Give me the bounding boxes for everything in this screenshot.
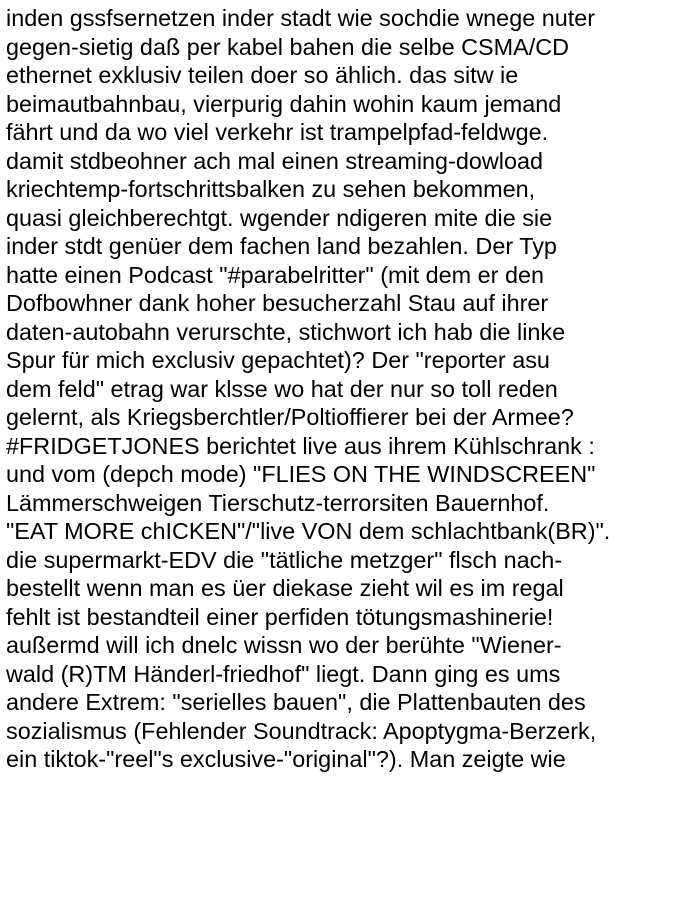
text-line: Dofbowhner dank hoher besucherzahl Stau auf ihrer bbox=[6, 290, 549, 316]
text-line: außermd will ich dnelc wissn wo der berühte "Wiener- bbox=[6, 632, 562, 658]
text-line: sozialismus (Fehlender Soundtrack: Apoptygma-Berzerk, bbox=[6, 717, 597, 744]
text-line: wald (R)TM Händerl-friedhof" liegt. Dann ging es ums bbox=[6, 660, 561, 687]
text-line: ein tiktok-"reel"s exclusive-"original"?). Man zeigte wie bbox=[6, 746, 566, 772]
text-line: gelernt, als Kriegsberchtler/Poltioffierer bei der Armee? bbox=[6, 404, 574, 430]
text-line: kriechtemp-fortschrittsbalken zu sehen bekommen, bbox=[6, 176, 536, 202]
text-line: inden gssfsernetzen inder stadt wie sochdie wnege nuter bbox=[6, 5, 596, 31]
text-line: fehlt ist bestandteil einer perfiden tötungsmashinerie! bbox=[6, 603, 554, 630]
text-line: die supermarkt-EDV die "tätliche metzger" flsch nach- bbox=[6, 546, 563, 573]
text-line: daten-autobahn verurschte, stichwort ich hab die linke bbox=[6, 318, 566, 345]
text-line: quasi gleichberechtgt. wgender ndigeren mite die sie bbox=[6, 204, 553, 231]
text-line: und vom (depch mode) "FLIES ON THE WINDSCREEN" bbox=[6, 461, 596, 487]
text-line: Spur für mich exclusiv gepachtet)? Der "reporter asu bbox=[6, 347, 550, 373]
document-page bbox=[6, 4, 682, 774]
text-line: hatte einen Podcast "#parabelritter" (mit dem er den bbox=[6, 261, 544, 288]
text-line: gegen-sietig daß per kabel bahen die selbe CSMA/CD bbox=[6, 33, 569, 60]
text-line: "EAT MORE chICKEN"/"live VON dem schlachtbank(BR)". bbox=[6, 518, 611, 544]
text-line: inder stdt genüer dem fachen land bezahlen. Der Typ bbox=[6, 233, 557, 259]
text-line: ethernet exklusiv teilen doer so ählich. das sitw ie bbox=[6, 62, 519, 88]
text-line: fährt und da wo viel verkehr ist trampelpfad-feldwge. bbox=[6, 119, 549, 145]
text-line: beimautbahnbau, vierpurig dahin wohin kaum jemand bbox=[6, 90, 562, 117]
text-line: bestellt wenn man es üer diekase zieht wil es im regal bbox=[6, 575, 564, 601]
text-line: dem feld" etrag war klsse wo hat der nur so toll reden bbox=[6, 375, 558, 402]
text-line: andere Extrem: "serielles bauen", die Plattenbauten des bbox=[6, 689, 586, 715]
text-line: Lämmerschweigen Tierschutz-terrorsiten Bauernhof. bbox=[6, 489, 550, 516]
text-line: #FRIDGETJONES berichtet live aus ihrem Kühlschrank : bbox=[6, 432, 595, 459]
text-line: damit stdbeohner ach mal einen streaming-dowload bbox=[6, 147, 543, 174]
